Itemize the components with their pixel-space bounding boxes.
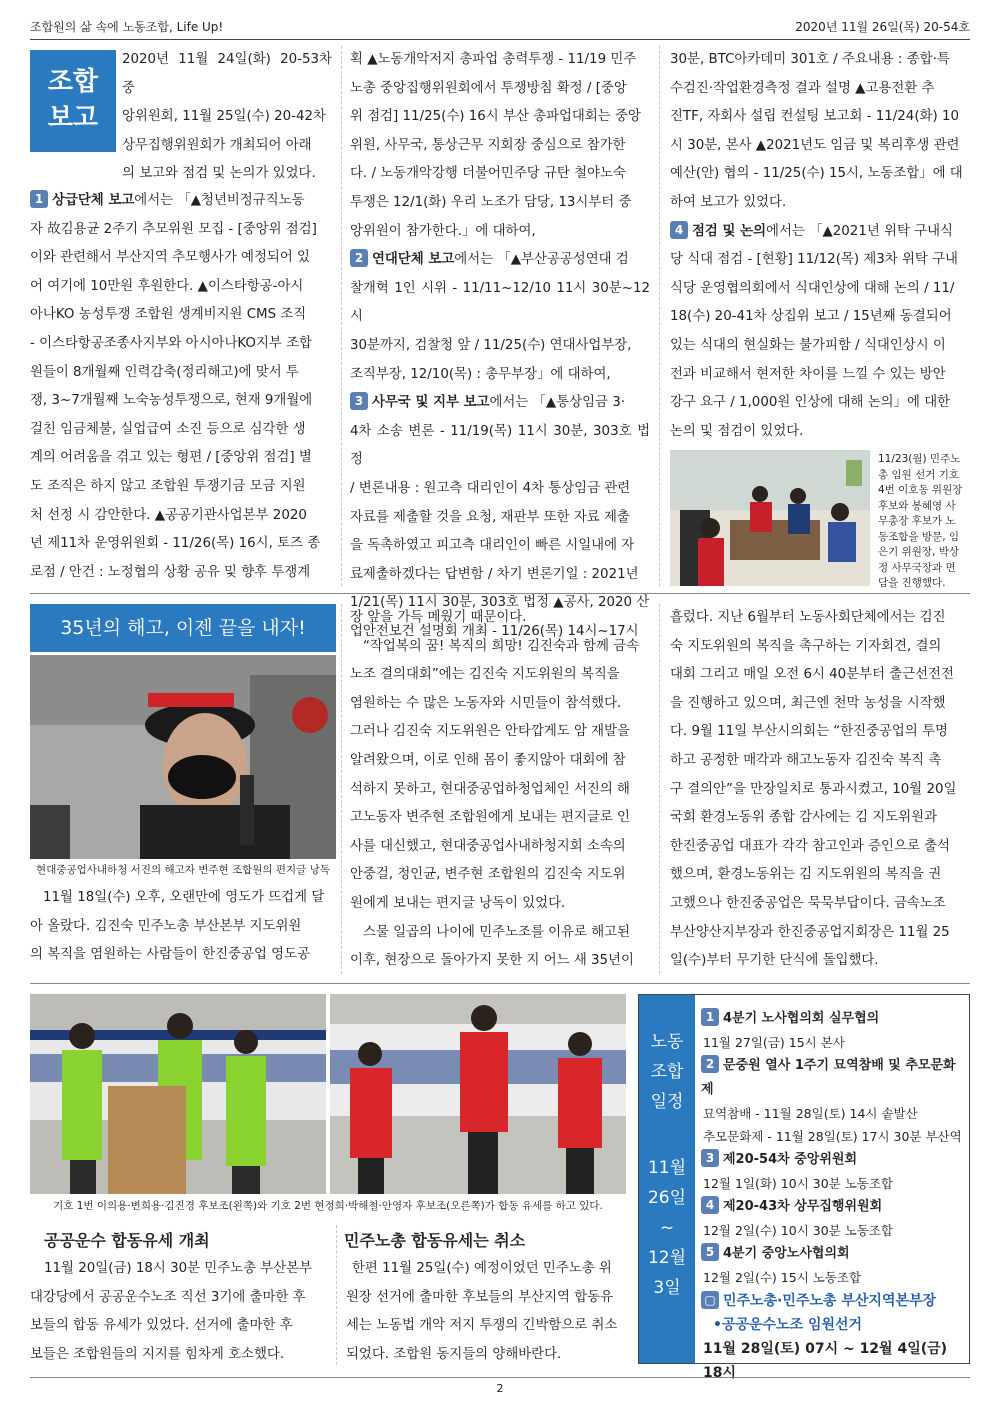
body-line: 다. / 노동개악강행 더불어민주당 규탄 철야노숙 — [350, 166, 626, 182]
section-4-heading — [670, 218, 970, 247]
section-divider — [30, 983, 970, 984]
campaign-photo-left — [30, 994, 326, 1194]
body-line: 전과 비교해서 현저한 차이를 느낄 수 있는 방안 — [670, 366, 946, 382]
schedule-date-range: 11월 — [647, 1158, 687, 1178]
caption-line: 후보와 봉혜영 사 — [878, 499, 956, 512]
left-sub-article — [30, 1255, 328, 1369]
campaign-photo-caption: 기호 1번 이의용·변희용·김진경 후보조(왼쪽)와 기호 2번 현정희·박해철·안영자 후보조(오른쪽)가 합동 유세를 하고 있다. — [53, 1200, 603, 1212]
schedule-badge: 4 — [701, 1196, 719, 1214]
body-line: 대강당에서 공공운수노조 직선 3기에 출마한 후 — [30, 1289, 306, 1305]
schedule-date-range: 26일 — [647, 1188, 687, 1208]
body-line: 자료를 제출할 것을 요청, 재판부 또한 자료 제출 — [350, 509, 630, 525]
section-4-lead: 에서는 「▲2021년 위탁 구내식 — [766, 223, 953, 239]
body-line: 흘렀다. 지난 6월부터 노동사회단체에서는 김진 — [670, 610, 946, 625]
body-line: 장 앞을 가득 메웠기 때문이다. — [350, 610, 527, 625]
section-2-lead: 에서는 「▲부산공공성연대 검 — [454, 252, 629, 268]
caption-line: 담을 진행했다. — [878, 577, 946, 589]
body-line: 원에게 보내는 편지글 낭독이 있었다. — [350, 895, 566, 911]
schedule-badge: 3 — [701, 1149, 719, 1167]
schedule-side-label: 노동 — [650, 1032, 684, 1052]
body-line: 을 독촉하였고 피고측 대리인이 빠른 시일내에 자 — [350, 538, 635, 554]
section-3-heading — [350, 389, 650, 418]
schedule-item-detail: 추모문화제 - 11월 28일(토) 17시 30분 부산역 — [703, 1129, 962, 1144]
body-line: 찰개혁 1인 시위 - 11/11~12/10 11시 30분~12시 — [350, 280, 650, 325]
body-line: 이후, 현장으로 돌아가지 못한 지 어느 새 35년이 — [350, 953, 634, 969]
body-line: 숙 지도위원의 복직을 촉구하는 기자회견, 결의 — [670, 638, 942, 654]
body-line: 되었다. 조합원 동지들의 양해바란다. — [346, 1346, 562, 1362]
caption-line: 11/23(월) 민주노 — [878, 453, 961, 465]
body-line: 부산양산지부장과 한진중공업지회장은 11월 25 — [670, 924, 950, 940]
body-line: 노조 결의대회”에는 김진숙 지도위원의 복직을 — [350, 667, 620, 683]
section-3-title: 사무국 및 지부 보고 — [372, 395, 490, 411]
body-line: 로점 / 안건 : 노정협의 상황 공유 및 향후 투쟁계 — [30, 564, 311, 580]
body-line: 30분, BTC아카데미 301호 / 주요내용 : 종합·특 — [670, 52, 950, 67]
body-line: 1/21(목) 11시 30분, 303호 법정 ▲공사, 2020 산 — [350, 595, 650, 611]
caption-line: 정 사무국장과 면 — [878, 561, 956, 574]
body-line: 예산(안) 협의 - 11/25(수) 15시, 노동조합」에 대 — [670, 166, 963, 182]
intro-line: 앙위원회, 11월 25일(수) 20-42차 — [122, 109, 326, 125]
schedule-item-detail: 12월 2일(수) 15시 노동조합 — [703, 1270, 862, 1285]
body-line: 아나KO 농성투쟁 조합원 생계비지원 CMS 조직 — [30, 307, 307, 323]
article-col-2 — [350, 604, 650, 976]
report-col-2 — [350, 46, 650, 646]
badge-1: 1 — [30, 190, 48, 208]
schedule-date-range: 12월 — [647, 1248, 687, 1268]
intro-line: 상무집행위원회가 개최되어 아래 — [122, 137, 312, 153]
section-4-title: 점검 및 논의 — [692, 223, 767, 239]
body-line: 어 여기에 10만원 후원한다. ▲이스타항공-아시 — [30, 278, 304, 294]
schedule-item-title: 4분기 중앙노사협의회 — [723, 1246, 850, 1261]
section-divider — [30, 593, 970, 594]
caption-line: 총 임원 선거 기호 — [878, 468, 960, 481]
badge-3: 3 — [350, 392, 368, 410]
body-line: 계의 어려움을 겪고 있는 형편 / [중앙위 점검] 별 — [30, 450, 312, 466]
badge-4: 4 — [670, 221, 688, 239]
body-line: 고노동자 변주현 조합원에게 보내는 편지글로 인 — [350, 810, 630, 826]
article-title: 35년의 해고, 이젠 끝을 내자! — [30, 604, 336, 652]
schedule-item-detail: 11월 27일(금) 15시 본사 — [703, 1035, 845, 1050]
schedule-box — [638, 994, 970, 1381]
schedule-side-label: 조합 — [650, 1062, 684, 1082]
body-line: 당 식대 점검 - [현황] 11/12(목) 제3차 위탁 구내 — [670, 252, 958, 268]
schedule-item-detail: 12월 1일(화) 10시 30분 노동조합 — [703, 1176, 893, 1191]
body-line: 수검진·작업환경측정 결과 설명 ▲고용전환 추 — [670, 80, 935, 96]
body-line: 쟁, 3~7개월째 노숙농성투쟁으로, 현재 9개월에 — [30, 393, 313, 409]
schedule-item-title: 제20-43차 상무집행위원회 — [723, 1199, 883, 1214]
body-line: 시 30분, 본사 ▲2021년도 임금 및 복리후생 관련 — [670, 137, 960, 153]
header-slogan: 조합원의 삶 속에 노동조합, Life Up! — [30, 20, 224, 34]
schedule-item-title: 문중원 열사 1주기 묘역참배 및 추모문화제 — [701, 1058, 956, 1097]
body-line: 대회 그리고 매일 오전 6시 40분부터 출근선전전 — [670, 667, 954, 683]
body-line: 11월 20일(금) 18시 30분 민주노총 부산본부 — [44, 1261, 313, 1276]
right-subheading: 민주노총 합동유세는 취소 — [344, 1231, 526, 1250]
meeting-photo — [670, 450, 870, 586]
body-line: 다. 9월 11일 부산시의회는 “한진중공업의 투명 — [670, 724, 948, 740]
schedule-badge: 1 — [701, 1008, 719, 1026]
campaign-photo-right-illustration — [330, 994, 626, 1194]
badge-2: 2 — [350, 249, 368, 267]
body-line: / 변론내용 : 원고측 대리인이 4차 통상임금 관련 — [350, 480, 631, 496]
body-line: - 이스타항공조종사지부와 아시아나KO지부 조합 — [30, 335, 312, 351]
body-line: 앙위원이 참가한다.」에 대하여, — [350, 223, 536, 239]
article-photo — [30, 655, 336, 859]
body-line: 세는 노동법 개악 저지 투쟁의 긴박함으로 취소 — [346, 1318, 618, 1334]
body-line: 투쟁은 12/1(화) 우리 노조가 담당, 13시부터 중 — [350, 194, 632, 210]
intro-line: 2020년 11월 24일(화) 20-53차 중 — [122, 52, 332, 96]
article-col-3 — [670, 604, 970, 976]
body-line: 의 복직을 염원하는 사람들이 한진중공업 영도공 — [30, 947, 310, 963]
schedule-list — [701, 1007, 967, 1385]
left-subheading: 공공운수 합동유세 개최 — [44, 1231, 210, 1250]
body-line: 한진중공업 대표가 각각 참고인과 증인으로 출석 — [670, 838, 950, 854]
caption-line: 동조합을 방문, 임 — [878, 530, 960, 543]
report-col-1 — [30, 187, 332, 587]
body-line: 보들의 합동 유세가 있었다. 선거에 출마한 후 — [30, 1318, 293, 1334]
header-issue: 2020년 11월 26일(목) 20-54호 — [795, 20, 970, 34]
body-line: 염원하는 수 많은 노동자와 시민들이 참석했다. — [350, 695, 622, 711]
schedule-badge: 2 — [701, 1055, 719, 1073]
body-line: 조직부장, 12/10(목) : 총무부장」에 대하여, — [350, 366, 611, 382]
body-line: 국회 환경노동위 종합 감사에는 김 지도위원과 — [670, 810, 938, 826]
body-line: 했으며, 환경노동위는 김 지도위원의 복직을 권 — [670, 867, 942, 883]
article-col-1 — [30, 884, 336, 970]
body-line: 11월 18일(수) 오후, 오랜만에 영도가 뜨겁게 달 — [43, 890, 325, 905]
body-line: 알려왔으며, 이로 인해 몸이 좋지않아 대회에 참 — [350, 752, 626, 768]
caption-line: 은기 위원장, 박상 — [878, 546, 960, 558]
section-3-lead: 에서는 「▲통상임금 3· — [489, 395, 625, 411]
column-divider — [341, 46, 342, 586]
election-dates: 11월 28일(토) 07시 ~ 12월 4일(금) 18시 — [703, 1341, 948, 1381]
caption-line: 무총장 후보가 노 — [878, 515, 956, 527]
body-line: 진TF, 자회사 설립 컨설팅 보고회 - 11/24(화) 10 — [670, 109, 960, 125]
body-line: 도 조직은 하지 않고 조합원 투쟁기금 모금 지원 — [30, 478, 306, 494]
body-line: 하고 공정한 매각과 해고노동자 김진숙 복직 촉 — [670, 752, 942, 768]
body-line: 18(수) 20-41차 상집위 보고 / 15년째 동결되어 — [670, 309, 952, 325]
election-line: •공공운수노조 임원선거 — [713, 1317, 863, 1333]
body-line: 고했으나 한진중공업은 묵묵부답이다. 금속노조 — [670, 895, 946, 911]
column-divider — [341, 604, 342, 974]
schedule-item-title: 4분기 노사협의회 실무협의 — [723, 1011, 880, 1026]
schedule-item-detail: 묘역참배 - 11월 28일(토) 14시 솥발산 — [703, 1106, 918, 1121]
body-line: 4차 소송 변론 - 11/19(목) 11시 30분, 303호 법정 — [350, 423, 650, 468]
body-line: 30분까지, 검찰청 앞 / 11/25(수) 연대사업부장, — [350, 337, 632, 353]
body-line: 위 점검] 11/25(수) 16시 부산 총파업대회는 중앙 — [350, 109, 641, 125]
column-divider — [659, 46, 660, 586]
body-line: 있는 식대의 현실화는 불가피함 / 식대인상시 이 — [670, 337, 946, 353]
election-line: 민주노총·민주노총 부산지역본부장 — [723, 1293, 937, 1309]
body-line: 구 결의안”을 만장일치로 통과시켰고, 10월 20일 — [670, 781, 957, 797]
body-line: 획 ▲노동개악저지 총파업 총력투쟁 - 11/19 민주 — [350, 52, 637, 67]
caption-line: 4번 이호동 위원장 — [878, 484, 963, 496]
body-line: 안중걸, 정인균, 변주현 조합원의 김진숙 지도위 — [350, 867, 626, 883]
campaign-photo-left-illustration — [30, 994, 326, 1194]
body-line: 사를 대신했고, 현대중공업사내하청지회 소속의 — [350, 838, 626, 854]
section-1-lead: 에서는 「▲청년비정규직노동 — [134, 193, 305, 208]
column-divider — [659, 604, 660, 974]
body-line: 위원, 사무국, 통상근무 지회장 중심으로 참가한 — [350, 137, 626, 153]
schedule-badge: 5 — [701, 1243, 719, 1261]
article-photo-caption: 현대중공업사내하청 서진의 해고자 변주현 조합원의 편지글 낭독 — [36, 864, 330, 876]
schedule-item-title: 제20-54차 중앙위원회 — [723, 1152, 858, 1167]
meeting-photo-illustration — [670, 450, 870, 586]
schedule-item — [701, 1054, 967, 1102]
schedule-date-range: ~ — [659, 1218, 675, 1238]
body-line: 보들은 조합원들의 지지를 힘차게 호소했다. — [30, 1346, 285, 1362]
body-line: 그러나 김진숙 지도위원은 안타깝게도 암 재발을 — [350, 724, 630, 740]
body-line: 일(수)부터 무기한 단식에 돌입했다. — [670, 953, 879, 969]
section-1-title: 상급단체 보고 — [52, 193, 135, 208]
schedule-item — [701, 1195, 967, 1219]
intro-line: 의 보고와 점검 및 논의가 있었다. — [122, 166, 316, 182]
body-line: 걸친 임금체불, 실업급여 소진 등으로 심각한 생 — [30, 421, 306, 437]
body-line: 업안전보건 설명회 개최 - 11/26(목) 14시~17시 — [350, 623, 639, 639]
schedule-item — [701, 1148, 967, 1172]
report-col-3 — [670, 46, 970, 446]
schedule-item — [701, 1242, 967, 1266]
page-header — [30, 16, 970, 40]
body-line: 스물 일곱의 나이에 민주노조를 이유로 해고된 — [363, 924, 631, 940]
schedule-item — [701, 1007, 967, 1031]
body-line: 이와 관련해서 부산지역 추모행사가 예정되어 있 — [30, 250, 310, 266]
schedule-item-detail: 12월 2일(수) 10시 30분 노동조합 — [703, 1223, 893, 1238]
body-line: 원장 선거에 출마한 후보들의 부산지역 합동유 — [346, 1289, 614, 1305]
section-2-heading — [350, 246, 650, 275]
body-line: 자 故김용균 2주기 추모위원 모집 - [중앙위 점검] — [30, 221, 317, 237]
election-notice — [701, 1289, 967, 1313]
schedule-side-label: 일정 — [650, 1092, 684, 1112]
schedule-date-range: 3일 — [653, 1278, 681, 1298]
page-number: 2 — [496, 1382, 504, 1395]
right-sub-article — [346, 1255, 632, 1369]
body-line: 처 선정 시 감안한다. ▲공공기관사업본부 2020 — [30, 507, 307, 523]
body-line: 년 제11차 운영위원회 - 11/26(목) 16시, 토즈 종 — [30, 536, 321, 552]
body-line: 한편 11월 25일(수) 예정이었던 민주노총 위 — [352, 1261, 612, 1276]
section-1-heading — [30, 187, 332, 216]
body-line: 석하지 못하고, 현대중공업하청업체인 서진의 해 — [350, 781, 630, 797]
body-line: 원들이 8개월째 인력감축(정리해고)에 맞서 투 — [30, 364, 299, 380]
body-line: 논의 및 점검이 있었다. — [670, 423, 804, 439]
report-kicker — [30, 50, 116, 152]
body-line: 노총 중앙집행위원회에서 투쟁방침 확정 / [중앙 — [350, 80, 627, 96]
section-2-title: 연대단체 보고 — [372, 252, 455, 268]
election-square-icon: ▢ — [701, 1291, 719, 1309]
kicker-line-2: 보고 — [47, 103, 99, 133]
body-line: 강구 요구 / 1,000원 인상에 대해 논의」에 대한 — [670, 395, 951, 411]
kicker-line-1: 조합 — [47, 67, 99, 97]
footer-divider — [30, 1377, 970, 1378]
body-line: 을 진행하고 있으며, 최근엔 천막 농성을 시작했 — [670, 695, 946, 711]
body-line: 하여 보고가 있었다. — [670, 194, 787, 210]
article-photo-illustration — [30, 655, 336, 859]
report-intro — [122, 46, 332, 189]
schedule-sidebar — [639, 995, 695, 1363]
meeting-photo-caption — [878, 452, 972, 592]
body-line: 식당 운영협의회에서 식대인상에 대해 논의 / 11/ — [670, 280, 955, 296]
body-line: 료제출하겠다는 답변함 / 차기 변론기일 : 2021년 — [350, 566, 639, 582]
campaign-photo-right — [330, 994, 626, 1194]
body-line: 아 올랐다. 김진숙 민주노총 부산본부 지도위원 — [30, 918, 302, 934]
body-line: “작업복의 꿈! 복직의 희망! 김진숙과 함께 금속 — [363, 638, 640, 654]
column-divider — [336, 1225, 337, 1365]
